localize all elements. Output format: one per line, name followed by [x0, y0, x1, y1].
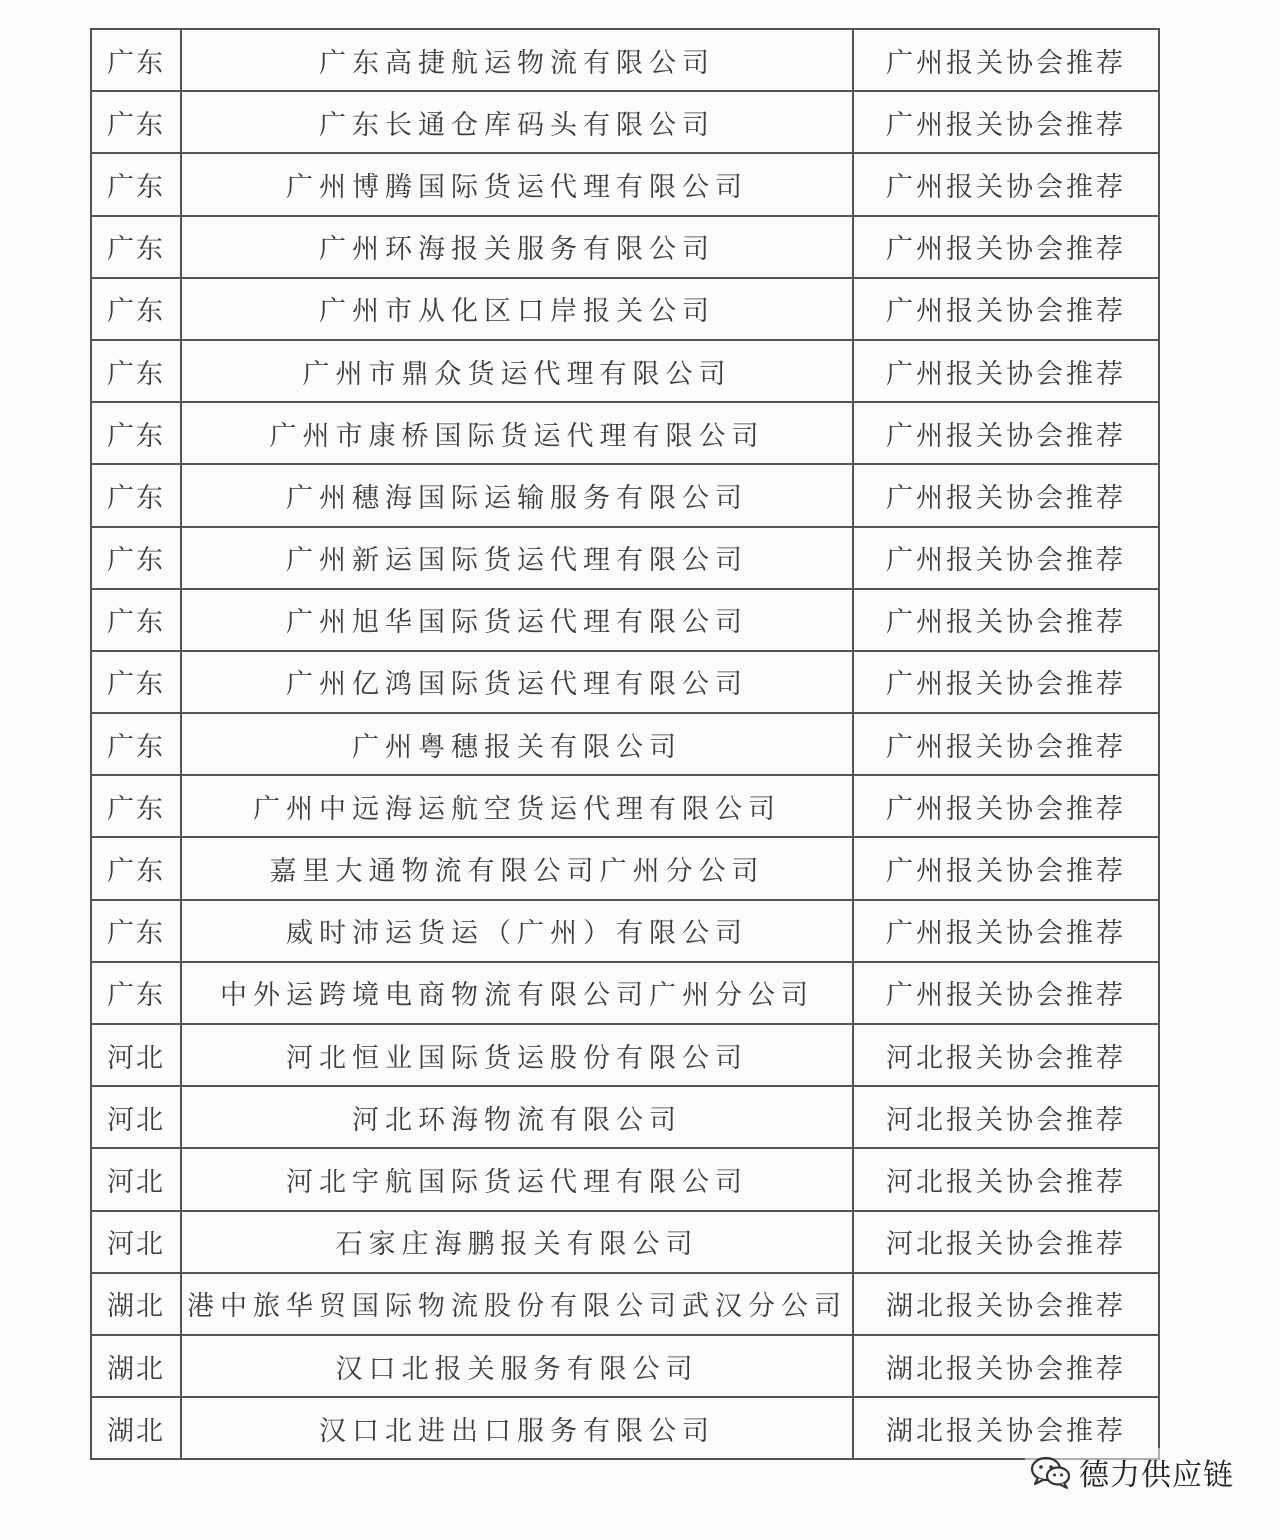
table-body: [91, 29, 1159, 1459]
company-cell: 河北宇航国际货运代理有限公司: [181, 1148, 853, 1210]
recommender-cell: 广州报关协会推荐: [853, 91, 1159, 153]
table-row: [91, 1273, 1159, 1335]
province-cell: 湖北: [91, 1397, 181, 1459]
company-cell: 广州穗海国际运输服务有限公司: [181, 464, 853, 526]
company-cell: 广州博腾国际货运代理有限公司: [181, 153, 853, 215]
table-row: [91, 589, 1159, 651]
recommender-cell: 河北报关协会推荐: [853, 1024, 1159, 1086]
province-cell: 河北: [91, 1148, 181, 1210]
table-row: [91, 216, 1159, 278]
table-row: [91, 962, 1159, 1024]
recommender-cell: 广州报关协会推荐: [853, 713, 1159, 775]
recommender-cell: 广州报关协会推荐: [853, 464, 1159, 526]
recommender-cell: 河北报关协会推荐: [853, 1148, 1159, 1210]
province-cell: 广东: [91, 216, 181, 278]
company-cell: 威时沛运货运（广州）有限公司: [181, 900, 853, 962]
table-row: [91, 1148, 1159, 1210]
table-row: [91, 837, 1159, 899]
province-cell: 广东: [91, 402, 181, 464]
recommender-cell: 广州报关协会推荐: [853, 153, 1159, 215]
table-row: [91, 464, 1159, 526]
company-list-table: [90, 28, 1160, 1460]
table-row: [91, 29, 1159, 91]
recommender-cell: 广州报关协会推荐: [853, 527, 1159, 589]
company-cell: 广州亿鸿国际货运代理有限公司: [181, 651, 853, 713]
table-row: [91, 1211, 1159, 1273]
province-cell: 河北: [91, 1211, 181, 1273]
province-cell: 广东: [91, 464, 181, 526]
company-cell: 汉口北报关服务有限公司: [181, 1335, 853, 1397]
recommender-cell: 河北报关协会推荐: [853, 1211, 1159, 1273]
company-cell: 河北环海物流有限公司: [181, 1086, 853, 1148]
company-cell: 汉口北进出口服务有限公司: [181, 1397, 853, 1459]
company-cell: 嘉里大通物流有限公司广州分公司: [181, 837, 853, 899]
province-cell: 广东: [91, 278, 181, 340]
company-cell: 广州粤穗报关有限公司: [181, 713, 853, 775]
table-row: [91, 713, 1159, 775]
recommender-cell: 湖北报关协会推荐: [853, 1335, 1159, 1397]
province-cell: 广东: [91, 775, 181, 837]
table-row: [91, 91, 1159, 153]
table-row: [91, 153, 1159, 215]
recommender-cell: 广州报关协会推荐: [853, 651, 1159, 713]
recommender-cell: 广州报关协会推荐: [853, 837, 1159, 899]
company-cell: 广州市康桥国际货运代理有限公司: [181, 402, 853, 464]
province-cell: 广东: [91, 589, 181, 651]
recommender-cell: 广州报关协会推荐: [853, 589, 1159, 651]
company-cell: 广州环海报关服务有限公司: [181, 216, 853, 278]
table-row: [91, 775, 1159, 837]
company-cell: 广州中远海运航空货运代理有限公司: [181, 775, 853, 837]
table-row: [91, 1024, 1159, 1086]
table-row: [91, 527, 1159, 589]
recommender-cell: 广州报关协会推荐: [853, 402, 1159, 464]
company-cell: 广州新运国际货运代理有限公司: [181, 527, 853, 589]
province-cell: 广东: [91, 651, 181, 713]
province-cell: 广东: [91, 713, 181, 775]
table-row: [91, 340, 1159, 402]
company-cell: 广东高捷航运物流有限公司: [181, 29, 853, 91]
province-cell: 广东: [91, 91, 181, 153]
province-cell: 河北: [91, 1086, 181, 1148]
province-cell: 广东: [91, 527, 181, 589]
recommender-cell: 湖北报关协会推荐: [853, 1397, 1159, 1459]
table-row: [91, 1086, 1159, 1148]
recommender-cell: 广州报关协会推荐: [853, 216, 1159, 278]
province-cell: 河北: [91, 1024, 181, 1086]
province-cell: 广东: [91, 153, 181, 215]
recommender-cell: 广州报关协会推荐: [853, 278, 1159, 340]
province-cell: 广东: [91, 962, 181, 1024]
company-cell: 广州市从化区口岸报关公司: [181, 278, 853, 340]
province-cell: 湖北: [91, 1273, 181, 1335]
company-cell: 广东长通仓库码头有限公司: [181, 91, 853, 153]
province-cell: 湖北: [91, 1335, 181, 1397]
table-row: [91, 1335, 1159, 1397]
company-cell: 中外运跨境电商物流有限公司广州分公司: [181, 962, 853, 1024]
table-row: [91, 651, 1159, 713]
recommender-cell: 广州报关协会推荐: [853, 29, 1159, 91]
province-cell: 广东: [91, 900, 181, 962]
recommender-cell: 河北报关协会推荐: [853, 1086, 1159, 1148]
table-row: [91, 900, 1159, 962]
company-cell: 广州旭华国际货运代理有限公司: [181, 589, 853, 651]
recommender-cell: 广州报关协会推荐: [853, 340, 1159, 402]
company-cell: 港中旅华贸国际物流股份有限公司武汉分公司: [181, 1273, 853, 1335]
document-page: [90, 28, 1160, 1460]
recommender-cell: 湖北报关协会推荐: [853, 1273, 1159, 1335]
province-cell: 广东: [91, 29, 181, 91]
table-row: [91, 402, 1159, 464]
recommender-cell: 广州报关协会推荐: [853, 962, 1159, 1024]
recommender-cell: 广州报关协会推荐: [853, 900, 1159, 962]
province-cell: 广东: [91, 340, 181, 402]
recommender-cell: 广州报关协会推荐: [853, 775, 1159, 837]
table-row: [91, 278, 1159, 340]
province-cell: 广东: [91, 837, 181, 899]
watermark-text: 德力供应链: [1079, 1458, 1234, 1493]
company-cell: 石家庄海鹏报关有限公司: [181, 1211, 853, 1273]
company-cell: 广州市鼎众货运代理有限公司: [181, 340, 853, 402]
company-cell: 河北恒业国际货运股份有限公司: [181, 1024, 853, 1086]
wechat-watermark: [1025, 1448, 1240, 1496]
table-row: [91, 1397, 1159, 1459]
wechat-icon: [1029, 1454, 1073, 1490]
